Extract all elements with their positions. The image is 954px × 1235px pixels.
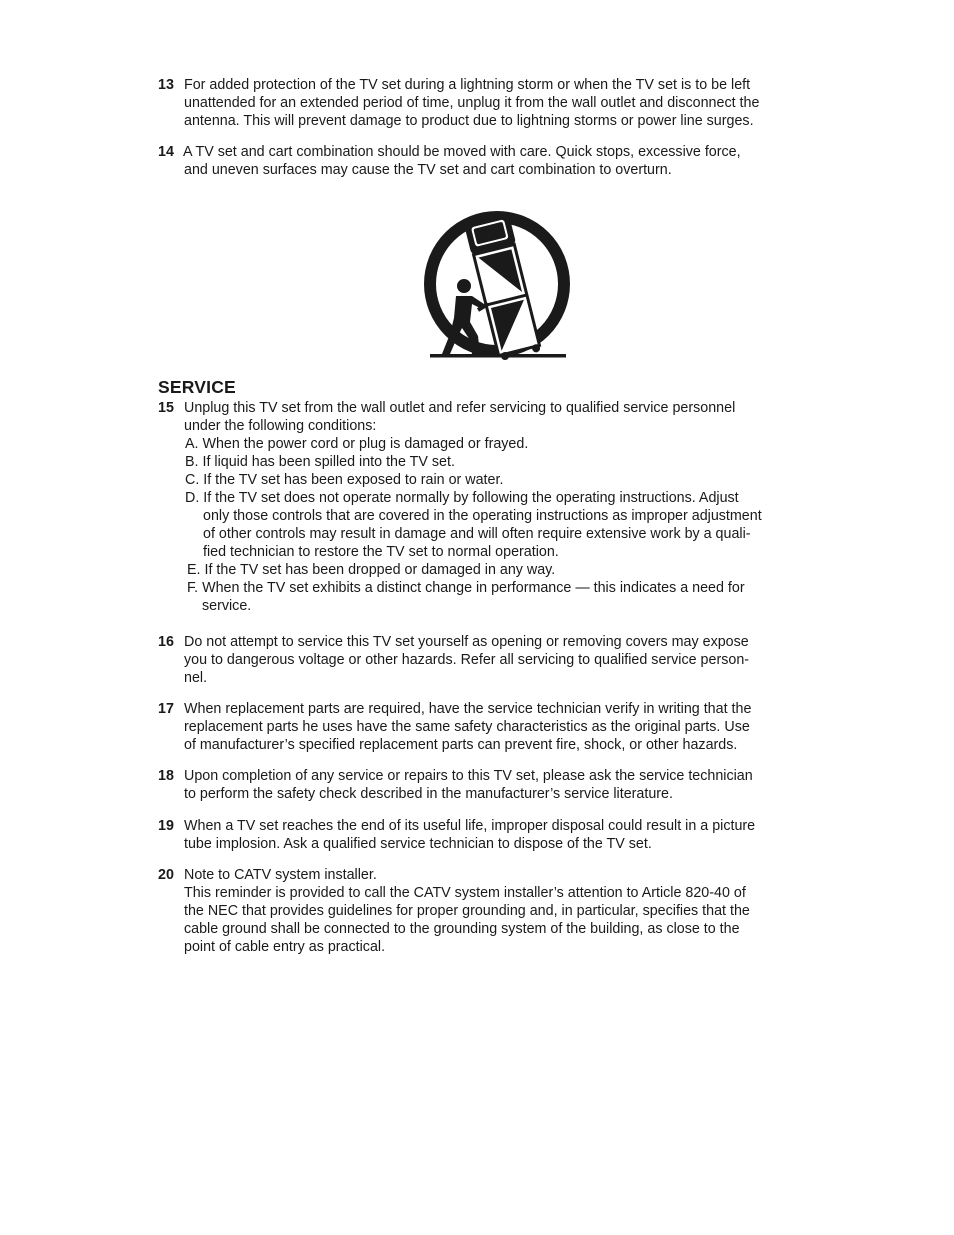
condition-d-cont: only those controls that are covered in the operating instructions as improper adjustment	[203, 508, 762, 524]
cart-tip-over-warning-icon	[420, 206, 570, 362]
condition-f: F. When the TV set exhibits a distinct change in performance — this indicates a need for	[187, 580, 745, 596]
condition-f-cont: service.	[202, 598, 252, 614]
safety-item-14	[158, 143, 808, 179]
item-text	[184, 700, 796, 754]
item-number: 18	[158, 768, 174, 784]
condition-e: E. If the TV set has been dropped or damaged in any way.	[187, 562, 556, 578]
text-line: cable ground shall be connected to the grounding system of the building, as close to the	[184, 921, 740, 937]
item-number: 14	[158, 144, 174, 160]
text-line: Unplug this TV set from the wall outlet and refer servicing to qualified service personnel	[184, 400, 736, 416]
condition-b: B. If liquid has been spilled into the TV set.	[185, 454, 455, 470]
condition-a: A. When the power cord or plug is damaged or frayed.	[185, 436, 529, 452]
condition-d-cont: of other controls may result in damage and will often require extensive work by a quali-	[203, 526, 751, 542]
text-line: Do not attempt to service this TV set yourself as opening or removing covers may expose	[184, 634, 749, 650]
text-line: to perform the safety check described in the manufacturer’s service literature.	[184, 786, 673, 802]
safety-item-15	[158, 399, 808, 615]
section-heading: SERVICE	[158, 377, 236, 397]
safety-item-16	[158, 633, 808, 687]
text-line: of manufacturer’s specified replacement parts can prevent fire, shock, or other hazards.	[184, 737, 738, 753]
text-line: For added protection of the TV set during a lightning storm or when the TV set is to be left	[184, 77, 751, 93]
condition-d-cont: fied technician to restore the TV set to normal operation.	[203, 544, 559, 560]
item-text	[184, 76, 796, 130]
condition-c: C. If the TV set has been exposed to rain or water.	[185, 472, 504, 488]
item-number: 17	[158, 701, 174, 717]
text-line: tube implosion. Ask a qualified service technician to dispose of the TV set.	[184, 836, 652, 852]
item-number: 15	[158, 400, 174, 416]
safety-item-19	[158, 817, 808, 853]
text-line: A TV set and cart combination should be moved with care. Quick stops, excessive force,	[183, 144, 741, 160]
item-text	[184, 866, 796, 956]
item-text	[184, 767, 796, 803]
safety-item-20	[158, 866, 808, 956]
safety-item-18	[158, 767, 808, 803]
text-line: When replacement parts are required, have the service technician verify in writing that the	[184, 701, 752, 717]
item-number: 20	[158, 867, 174, 883]
item-text	[184, 143, 796, 179]
safety-item-17	[158, 700, 808, 754]
text-line: the NEC that provides guidelines for proper grounding and, in particular, specifies that the	[184, 903, 750, 919]
text-line: replacement parts he uses have the same safety characteristics as the original parts. Use	[184, 719, 750, 735]
item-number: 19	[158, 818, 174, 834]
item-text	[184, 633, 796, 687]
text-line: you to dangerous voltage or other hazards. Refer all servicing to qualified service person-	[184, 652, 750, 668]
text-line: and uneven surfaces may cause the TV set and cart combination to overturn.	[184, 162, 672, 178]
text-line: When a TV set reaches the end of its useful life, improper disposal could result in a picture	[184, 818, 756, 834]
text-line: Upon completion of any service or repairs to this TV set, please ask the service technician	[184, 768, 753, 784]
text-line: unattended for an extended period of time, unplug it from the wall outlet and disconnect the	[184, 95, 760, 111]
text-line: nel.	[184, 670, 208, 686]
item-number: 16	[158, 634, 174, 650]
condition-d: D. If the TV set does not operate normally by following the operating instructions. Adjust	[185, 490, 739, 506]
text-line: Note to CATV system installer.	[184, 867, 377, 883]
text-line: under the following conditions:	[184, 418, 377, 434]
safety-item-13	[158, 76, 808, 130]
item-text	[184, 817, 796, 853]
text-line: point of cable entry as practical.	[184, 939, 386, 955]
text-line: antenna. This will prevent damage to product due to lightning storms or power line surges.	[184, 113, 754, 129]
text-line: This reminder is provided to call the CATV system installer’s attention to Article 820-40 of	[184, 885, 746, 901]
item-number: 13	[158, 77, 174, 93]
item-text	[184, 399, 796, 615]
